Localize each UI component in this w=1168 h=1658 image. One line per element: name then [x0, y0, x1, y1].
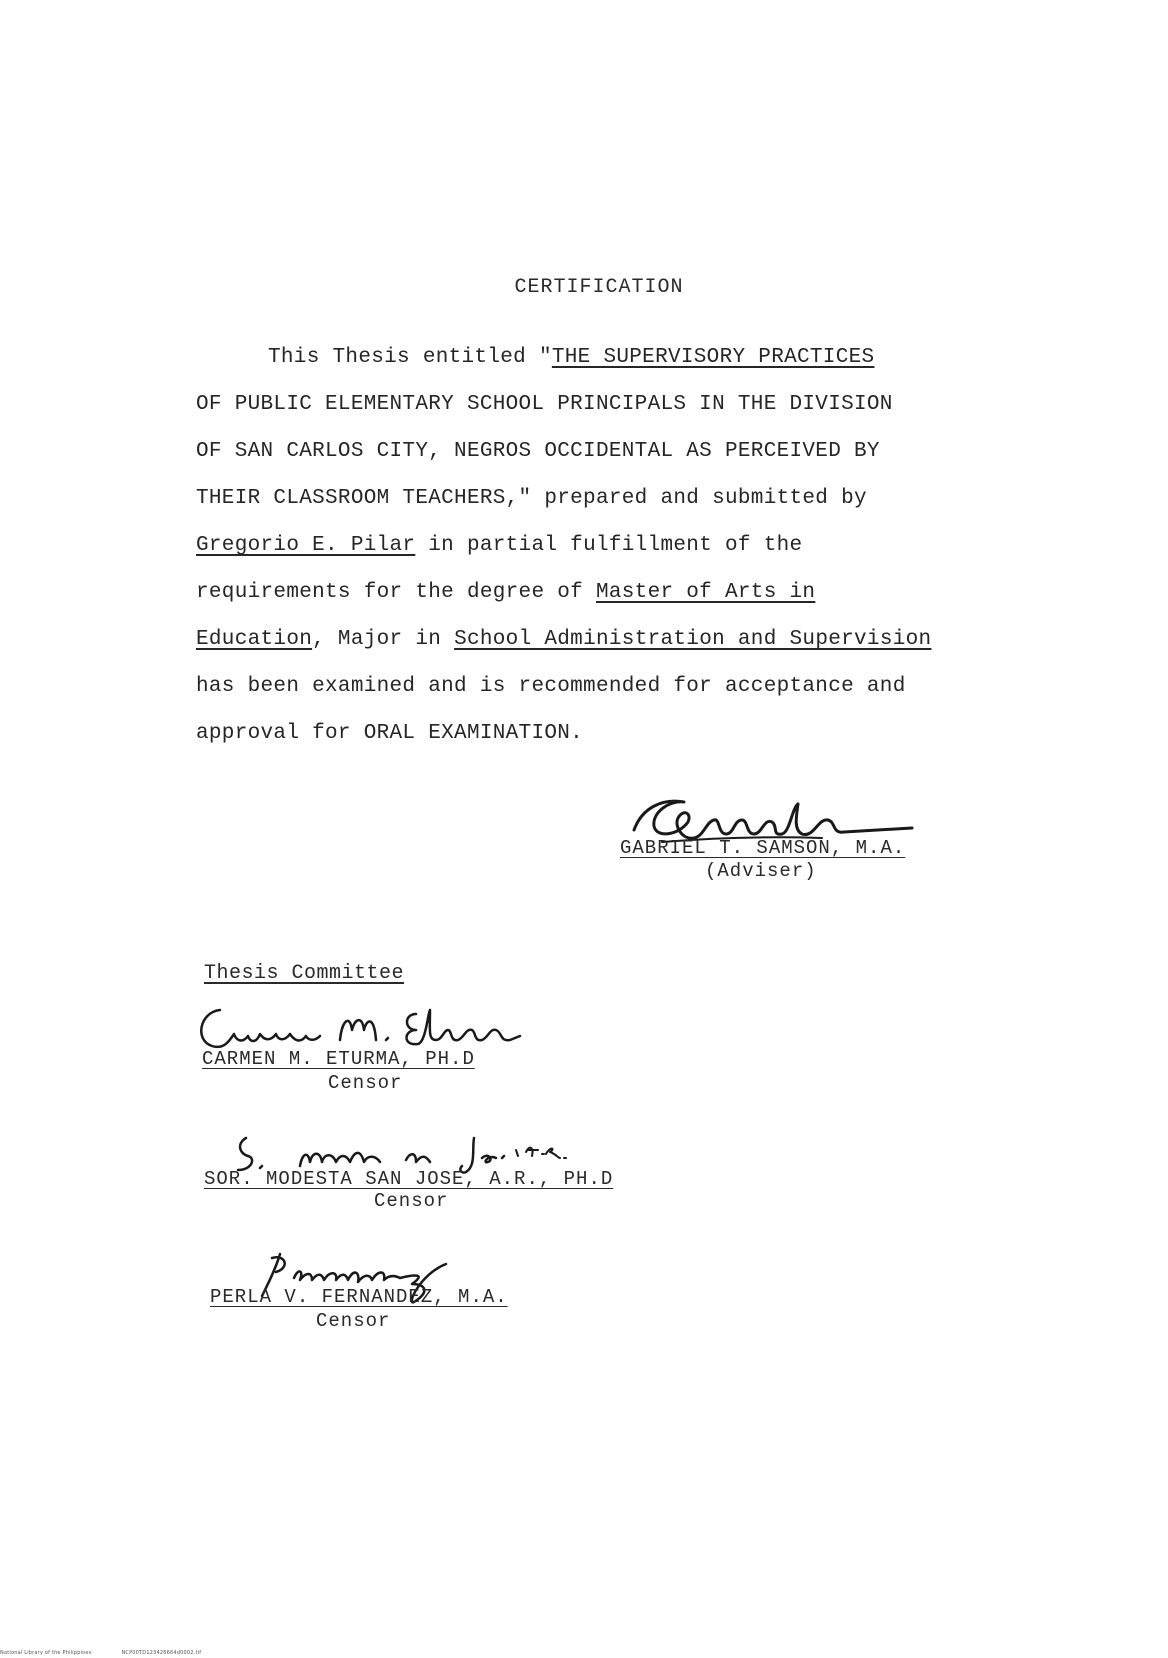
paragraph-line-5 — [196, 534, 802, 557]
paragraph-line-4 — [196, 487, 867, 510]
line1-text: This Thesis entitled " — [268, 346, 552, 369]
thesis-title-end: THEIR CLASSROOM TEACHERS," — [196, 487, 532, 510]
line7-text: , Major in — [312, 628, 455, 651]
member-3-role: Censor — [316, 1310, 391, 1332]
paragraph-line-3: OF SAN CARLOS CITY, NEGROS OCCIDENTAL AS PERCEIVED BY — [196, 440, 880, 463]
adviser-role: (Adviser) — [705, 860, 817, 882]
paragraph-line-8: has been examined and is recommended for acceptance and — [196, 675, 906, 698]
line4-text: prepared and submitted by — [531, 487, 867, 510]
scan-footer — [0, 1650, 229, 1656]
major-name: School Administration and Supervision — [454, 628, 932, 651]
degree-name: Master of Arts in — [595, 581, 816, 604]
adviser-name: GABRIEL T. SAMSON, M.A. — [620, 837, 906, 859]
paragraph-line-6 — [196, 581, 815, 604]
member-2-role: Censor — [374, 1190, 449, 1212]
paragraph-line-9: approval for ORAL EXAMINATION. — [196, 722, 584, 745]
committee-heading: Thesis Committee — [204, 962, 405, 985]
thesis-title-start: THE SUPERVISORY PRACTICES — [551, 346, 875, 369]
paragraph-line-2: OF PUBLIC ELEMENTARY SCHOOL PRINCIPALS IN THE DIVISION — [196, 393, 893, 416]
paragraph-line-7 — [196, 628, 931, 651]
author-name: Gregorio E. Pilar — [196, 534, 416, 557]
footer-library: National Library of the Philippines — [0, 1650, 92, 1656]
member-3-name: PERLA V. FERNANDEZ, M.A. — [210, 1286, 508, 1308]
line6-text: requirements for the degree of — [196, 581, 596, 604]
degree-field: Education — [196, 628, 313, 651]
footer-file: NCP00TD123426664d0002.tif — [121, 1650, 202, 1656]
paragraph-line-1 — [268, 346, 874, 369]
certification-title: CERTIFICATION — [514, 276, 684, 299]
member-2-name: SOR. MODESTA SAN JOSE, A.R., PH.D — [204, 1168, 614, 1190]
line5-text: in partial fulfillment of the — [415, 534, 803, 557]
member-1-role: Censor — [328, 1072, 403, 1094]
member-1-name: CARMEN M. ETURMA, PH.D — [202, 1048, 475, 1070]
